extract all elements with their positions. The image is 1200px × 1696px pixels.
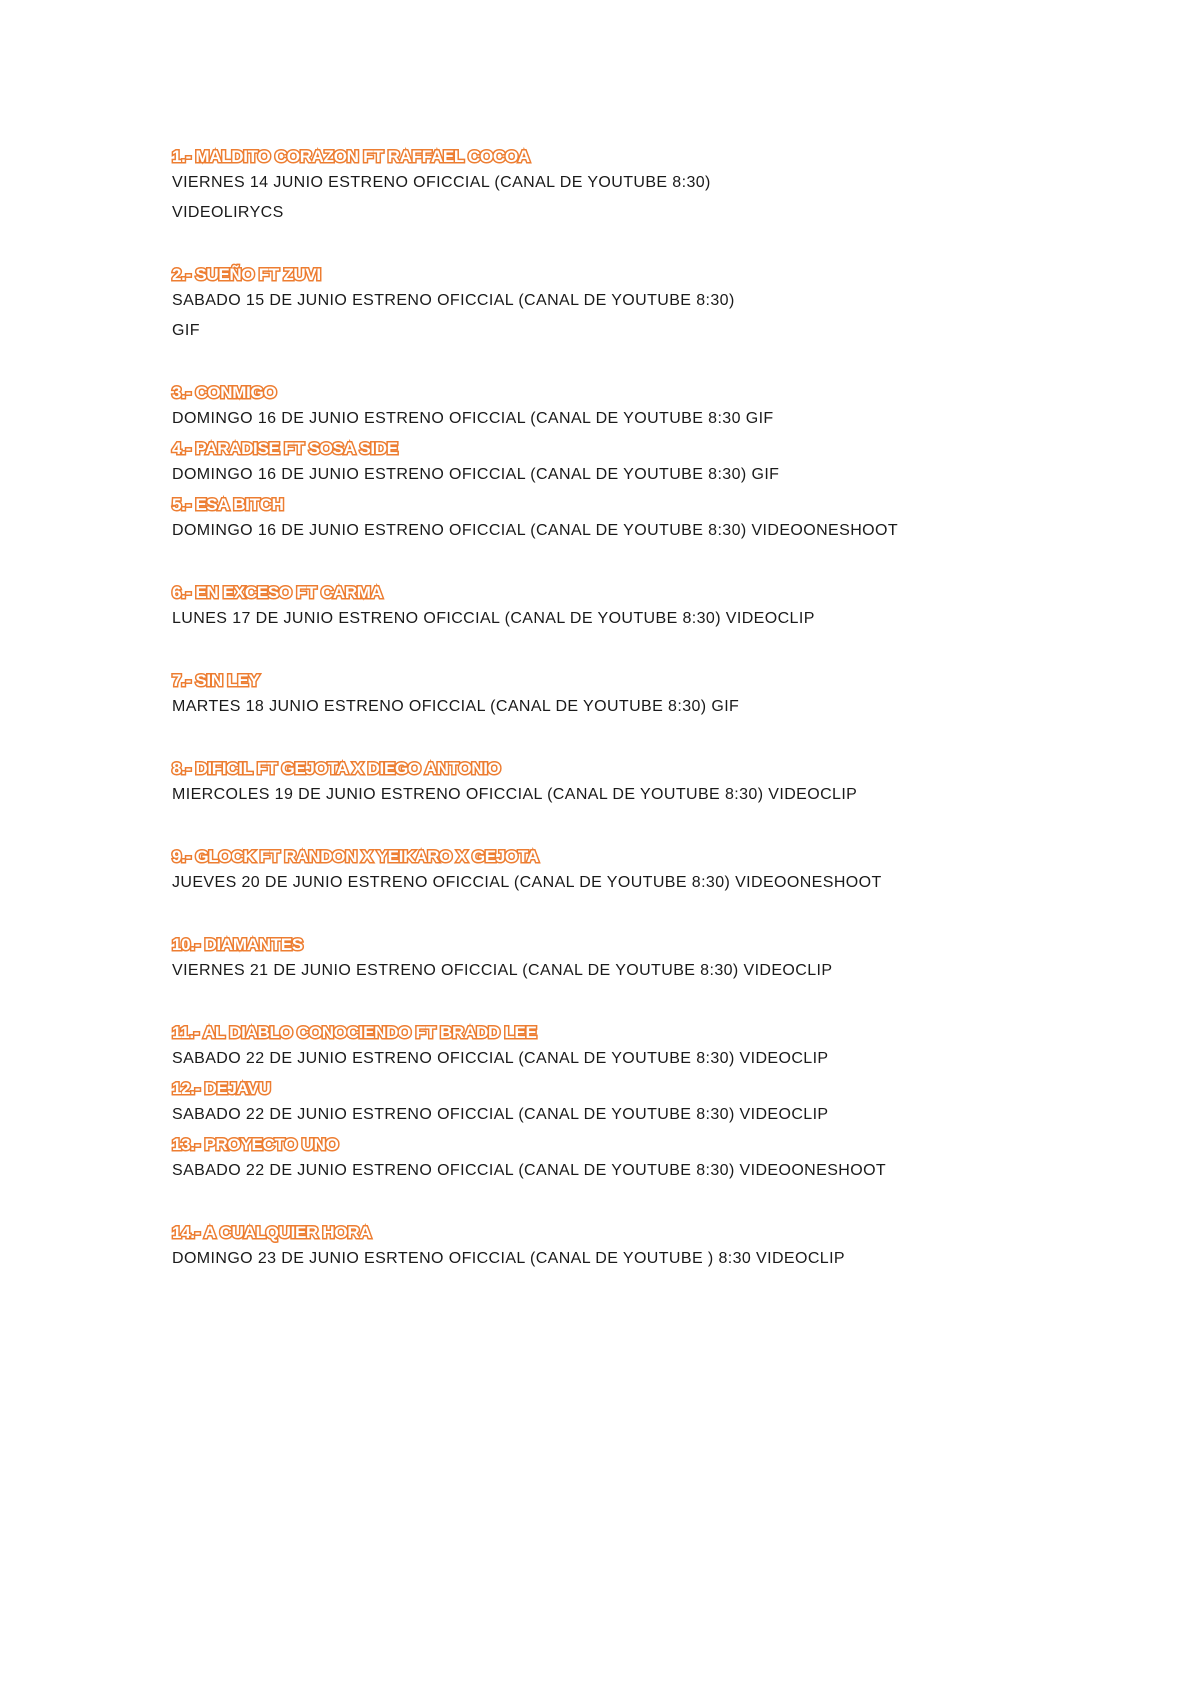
entry-title: 3.- CONMIGO: [172, 383, 277, 402]
entry-detail: DOMINGO 16 DE JUNIO ESTRENO OFICCIAL (CANAL DE YOUTUBE 8:30) GIF: [172, 466, 780, 483]
entry-format: GIF: [172, 322, 200, 339]
entry-detail: LUNES 17 DE JUNIO ESTRENO OFICCIAL (CANAL DE YOUTUBE 8:30) VIDEOCLIP: [172, 610, 815, 627]
entry-detail: DOMINGO 16 DE JUNIO ESTRENO OFICCIAL (CANAL DE YOUTUBE 8:30) VIDEOONESHOOT: [172, 522, 899, 539]
entry-title: 6.- EN EXCESO FT CARMA: [172, 583, 383, 602]
entry-title: 14.- A CUALQUIER HORA: [172, 1223, 372, 1242]
entry-title: 11.- AL DIABLO CONOCIENDO FT BRADD LEE: [172, 1023, 537, 1042]
entry-format: VIDEOLIRYCS: [172, 204, 284, 221]
release-entry-2: [172, 264, 1132, 346]
entry-detail: SABADO 15 DE JUNIO ESTRENO OFICCIAL (CANAL DE YOUTUBE 8:30): [172, 292, 735, 309]
release-entry-3: [172, 382, 1132, 434]
entry-detail: VIERNES 21 DE JUNIO ESTRENO OFICCIAL (CANAL DE YOUTUBE 8:30) VIDEOCLIP: [172, 962, 833, 979]
entry-title: 9.- GLOCK FT RANDON X YEIKARO X GEJOTA: [172, 847, 539, 866]
entry-title: 10.- DIAMANTES: [172, 935, 303, 954]
release-entry-1: [172, 146, 1132, 228]
entry-detail: JUEVES 20 DE JUNIO ESTRENO OFICCIAL (CANAL DE YOUTUBE 8:30) VIDEOONESHOOT: [172, 874, 882, 891]
entry-title: 5.- ESA BITCH: [172, 495, 284, 514]
entry-detail: DOMINGO 23 DE JUNIO ESRTENO OFICCIAL (CANAL DE YOUTUBE ) 8:30 VIDEOCLIP: [172, 1250, 845, 1267]
entry-title: 8.- DIFICIL FT GEJOTA X DIEGO ANTONIO: [172, 759, 501, 778]
release-entry-14: [172, 1222, 1132, 1274]
release-entry-12: [172, 1078, 1132, 1130]
release-entry-8: [172, 758, 1132, 810]
release-schedule: [172, 146, 1132, 1274]
entry-title: 13.- PROYECTO UNO: [172, 1135, 339, 1154]
entry-detail: MARTES 18 JUNIO ESTRENO OFICCIAL (CANAL DE YOUTUBE 8:30) GIF: [172, 698, 740, 715]
entry-title: 2.- SUEÑO FT ZUVI: [172, 265, 321, 284]
entry-detail: VIERNES 14 JUNIO ESTRENO OFICCIAL (CANAL DE YOUTUBE 8:30): [172, 174, 711, 191]
entry-title: 12.- DEJAVU: [172, 1079, 271, 1098]
entry-title: 1.- MALDITO CORAZON FT RAFFAEL COCOA: [172, 147, 530, 166]
entry-detail: MIERCOLES 19 DE JUNIO ESTRENO OFICCIAL (CANAL DE YOUTUBE 8:30) VIDEOCLIP: [172, 786, 858, 803]
release-entry-4: [172, 438, 1132, 490]
release-entry-5: [172, 494, 1132, 546]
release-entry-7: [172, 670, 1132, 722]
release-entry-9: [172, 846, 1132, 898]
entry-title: 4.- PARADISE FT SOSA SIDE: [172, 439, 398, 458]
release-entry-6: [172, 582, 1132, 634]
entry-detail: SABADO 22 DE JUNIO ESTRENO OFICCIAL (CANAL DE YOUTUBE 8:30) VIDEOONESHOOT: [172, 1162, 887, 1179]
entry-title: 7.- SIN LEY: [172, 671, 260, 690]
entry-detail: DOMINGO 16 DE JUNIO ESTRENO OFICCIAL (CANAL DE YOUTUBE 8:30 GIF: [172, 410, 774, 427]
release-entry-11: [172, 1022, 1132, 1074]
entry-detail: SABADO 22 DE JUNIO ESTRENO OFICCIAL (CANAL DE YOUTUBE 8:30) VIDEOCLIP: [172, 1050, 829, 1067]
release-entry-13: [172, 1134, 1132, 1186]
release-entry-10: [172, 934, 1132, 986]
entry-detail: SABADO 22 DE JUNIO ESTRENO OFICCIAL (CANAL DE YOUTUBE 8:30) VIDEOCLIP: [172, 1106, 829, 1123]
